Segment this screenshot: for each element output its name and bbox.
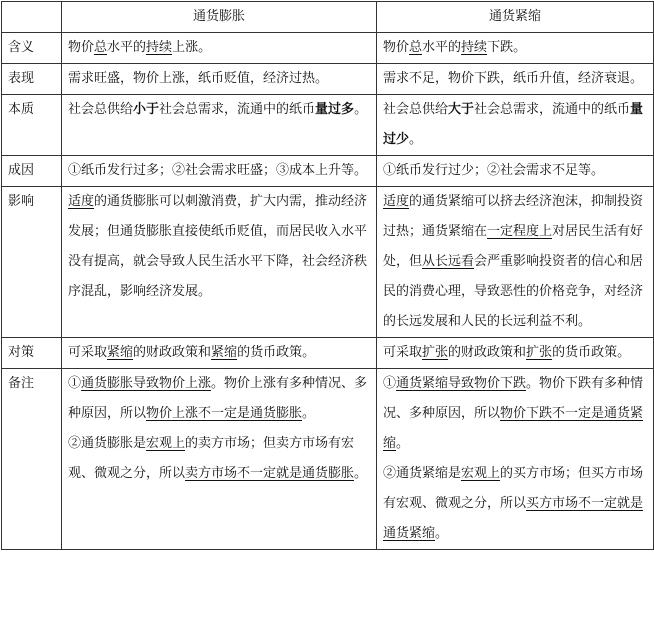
underlined-text: 物价上涨不一定是通货膨胀 bbox=[146, 406, 303, 421]
bold-text: 量过少 bbox=[383, 102, 644, 147]
row-causes bbox=[2, 156, 654, 187]
header-deflation: 通货紧缩 bbox=[377, 2, 654, 33]
underlined-text: 通货膨胀导致物价上涨 bbox=[81, 376, 212, 391]
cell-text: 社会总需求，流通中的纸币 bbox=[474, 102, 631, 117]
underlined-text: 适度 bbox=[68, 194, 95, 209]
underlined-text: 紧缩 bbox=[107, 345, 134, 360]
cell-text: 。 bbox=[409, 132, 423, 147]
underlined-text: 卖方市场不一定就是通货膨胀 bbox=[185, 466, 355, 481]
underlined-text: 总 bbox=[94, 40, 108, 55]
inflation-cell bbox=[62, 338, 377, 369]
cell-text: 的通货紧缩可以挤去经济泡沫，抑制投资过热；通货紧缩在 bbox=[383, 194, 644, 239]
deflation-cell bbox=[377, 338, 654, 369]
underlined-text: 一定程度上 bbox=[487, 224, 553, 239]
deflation-cell bbox=[377, 33, 654, 64]
cell-text: 下跌。 bbox=[487, 40, 527, 55]
cell-text: 需求不足，物价下跌，纸币升值，经济衰退。 bbox=[383, 71, 644, 86]
cell-text: 会严重影响投资者的信心和居民的消费心理，导致恶性的价格竞争，对经济的长远发展和人民的长远利益不利。 bbox=[383, 254, 644, 329]
cell-text: 物价 bbox=[383, 40, 410, 55]
underlined-text: 买方市场不一定就是通货紧缩 bbox=[383, 496, 644, 541]
cell-text: 对居民生活有好处，但 bbox=[383, 224, 644, 269]
underlined-text: 适度 bbox=[383, 194, 410, 209]
cell-text: ① bbox=[383, 376, 397, 391]
cell-text: 。 bbox=[354, 102, 368, 117]
row-label: 对策 bbox=[2, 338, 62, 369]
cell-text: ②通货膨胀是 bbox=[68, 436, 147, 451]
inflation-cell bbox=[62, 64, 377, 95]
underlined-text: 持续 bbox=[146, 40, 173, 55]
row-label: 成因 bbox=[2, 156, 62, 187]
bold-text: 大于 bbox=[448, 102, 475, 117]
underlined-text: 紧缩 bbox=[211, 345, 238, 360]
underlined-text: 宏观上 bbox=[461, 466, 501, 481]
inflation-cell bbox=[62, 156, 377, 187]
comparison-table bbox=[1, 1, 654, 550]
row-definition bbox=[2, 33, 654, 64]
row-essence bbox=[2, 95, 654, 156]
cell-text: 的卖方市场；但卖方市场有宏观、微观之分，所以 bbox=[68, 436, 355, 481]
underlined-text: 总 bbox=[409, 40, 423, 55]
underlined-text: 扩张 bbox=[526, 345, 553, 360]
cell-text: 社会总供给 bbox=[68, 102, 134, 117]
inflation-cell bbox=[62, 187, 377, 338]
cell-text: 可采取 bbox=[383, 345, 423, 360]
underlined-text: 通货紧缩导致物价下跌 bbox=[396, 376, 527, 391]
header-inflation: 通货膨胀 bbox=[62, 2, 377, 33]
deflation-cell bbox=[377, 156, 654, 187]
row-label: 影响 bbox=[2, 187, 62, 338]
cell-text: ① bbox=[68, 376, 82, 391]
row-impact bbox=[2, 187, 654, 338]
row-countermeasures bbox=[2, 338, 654, 369]
cell-text: 社会总需求，流通中的纸币 bbox=[159, 102, 316, 117]
cell-text: 的财政政策和 bbox=[133, 345, 212, 360]
cell-text: 。 bbox=[396, 436, 410, 451]
cell-text: 。物价下跌有多种情况、多种原因，所以 bbox=[383, 376, 644, 421]
underlined-text: 宏观上 bbox=[146, 436, 186, 451]
row-label: 备注 bbox=[2, 369, 62, 550]
row-notes bbox=[2, 369, 654, 550]
deflation-cell bbox=[377, 95, 654, 156]
cell-text: 。 bbox=[354, 466, 368, 481]
cell-text: 可采取 bbox=[68, 345, 108, 360]
deflation-cell bbox=[377, 369, 654, 550]
bold-text: 量过多 bbox=[315, 102, 355, 117]
deflation-cell bbox=[377, 187, 654, 338]
cell-text: ②通货紧缩是 bbox=[383, 466, 462, 481]
header-row bbox=[2, 2, 654, 33]
row-label: 本质 bbox=[2, 95, 62, 156]
cell-text: 的通货膨胀可以刺激消费，扩大内需，推动经济发展；但通货膨胀直接使纸币贬值，而居民收入水平没有提高，就会导致人民生活水平下降，社会经济秩序混乱，影响经济发展。 bbox=[68, 194, 368, 299]
underlined-text: 扩张 bbox=[422, 345, 449, 360]
cell-text: 物价 bbox=[68, 40, 95, 55]
deflation-cell bbox=[377, 64, 654, 95]
cell-text: 的货币政策。 bbox=[237, 345, 316, 360]
inflation-cell bbox=[62, 33, 377, 64]
cell-text: 上涨。 bbox=[172, 40, 212, 55]
cell-text: 的买方市场；但买方市场有宏观、微观之分，所以 bbox=[383, 466, 644, 511]
inflation-cell bbox=[62, 95, 377, 156]
underlined-text: 物价下跌不一定是通货紧缩 bbox=[383, 406, 644, 451]
cell-text: 的财政政策和 bbox=[448, 345, 527, 360]
cell-text: 。 bbox=[435, 526, 449, 541]
cell-text: 社会总供给 bbox=[383, 102, 449, 117]
cell-text: ①纸币发行过少；②社会需求不足等。 bbox=[383, 163, 605, 178]
cell-text: ①纸币发行过多；②社会需求旺盛；③成本上升等。 bbox=[68, 163, 368, 178]
underlined-text: 从长远看 bbox=[422, 254, 475, 269]
cell-text: 。 bbox=[302, 406, 316, 421]
row-manifestation bbox=[2, 64, 654, 95]
bold-text: 小于 bbox=[133, 102, 160, 117]
cell-text: 。物价上涨有多种情况、多种原因，所以 bbox=[68, 376, 368, 421]
inflation-cell bbox=[62, 369, 377, 550]
cell-text: 需求旺盛，物价上涨，纸币贬值，经济过热。 bbox=[68, 71, 329, 86]
row-label: 含义 bbox=[2, 33, 62, 64]
cell-text: 水平的 bbox=[422, 40, 462, 55]
cell-text: 的货币政策。 bbox=[552, 345, 631, 360]
header-label-cell bbox=[2, 2, 62, 33]
underlined-text: 持续 bbox=[461, 40, 488, 55]
cell-text: 水平的 bbox=[107, 40, 147, 55]
row-label: 表现 bbox=[2, 64, 62, 95]
